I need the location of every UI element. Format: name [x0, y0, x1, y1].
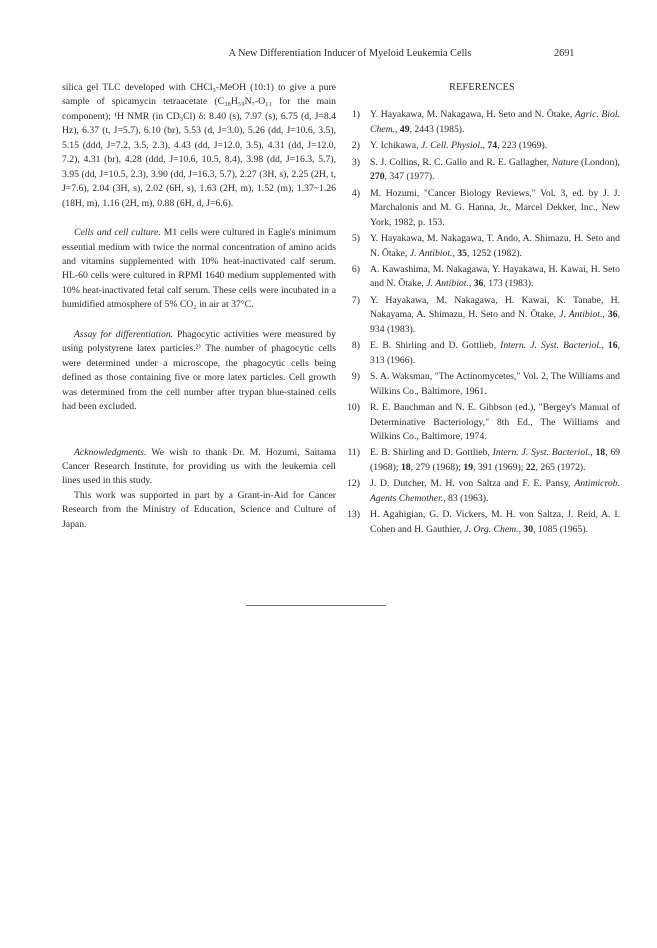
reference-item: [344, 108, 620, 137]
reference-volume: 19: [463, 461, 474, 473]
reference-number: 4): [351, 187, 360, 199]
cells-paragraph: [62, 226, 336, 313]
cells-heading: Cells and cell culture.: [74, 227, 161, 239]
left-column: [62, 81, 336, 532]
reference-volume: 270: [370, 171, 385, 183]
reference-pages: , 1085 (1965).: [533, 523, 588, 535]
reference-text: [370, 370, 620, 399]
acknowledgments-text: We wish to thank Dr. M. Hozumi, Saitama Cancer Research Institute, for providing us with the leukemia cell lines used in this study.: [62, 446, 336, 487]
assay-paragraph: [62, 328, 336, 415]
reference-pages: , 347 (1977).: [384, 171, 435, 183]
reference-item: [344, 477, 620, 506]
reference-volume: 22: [525, 461, 536, 473]
reference-text: [370, 401, 620, 444]
reference-item: [344, 232, 620, 261]
reference-number: 8): [351, 340, 360, 352]
reference-volume: 16: [607, 340, 618, 352]
nmr-paragraph: silica gel TLC developed with CHCl₃-MeOH (10:1) to give a pure sample of spicamycin tetraacetate (C₃₈H₅₉N₇-O₁₁ for the main component); ¹H NMR (in CD₃Cl) δ: 8.40 (s), 7.97 (s), 6.75 (d, J=8.4 Hz), 6.37 (t, J=5.7), 6.10 (br), 5.53 (d, J=3.0), 5.26 (dd, J=10.6, 3.5), 5.15 (ddd, J=7.2, 3.5, 2.3), 4.43 (dd, J=12.0, 3.5), 4.31 (dd, J=12.0, 7.2), 4.31 (br), 4.28 (ddd, J=10.6, 10.5, 8.4), 3.98 (dd, J=16.3, 5.7), 3.95 (dd, J=10.5, 2.3), 3.90 (dd, J=16.3, 5.7), 2.27 (3H, s), 2.25 (2H, t, J=7.6), 2.04 (3H, s), 2.02 (6H, s), 1.63 (2H, m), 1.52 (m), 1.37~1.26 (18H, m), 1.16 (2H, m), 0.88 (6H, d, J=6.6).: [62, 82, 336, 209]
support-paragraph: This work was supported in part by a Grant-in-Aid for Cancer Research from the Ministry of Education, Science and Culture of Japan.: [62, 489, 336, 530]
acknowledgments-heading: Acknowledgments.: [74, 446, 147, 458]
reference-authors: H. Agahigian, G. D. Vickers, M. H. von Saltza, J. Reid, A. I. Cohen and H. Gauthier,: [370, 509, 620, 535]
reference-journal: J. Antibiot.: [409, 247, 453, 259]
reference-journal: Nature: [551, 156, 579, 168]
reference-authors: M. Hozumi, "Cancer Biology Reviews," Vol. 3, ed. by J. J. Marchalonis and M. G. Hanna, Jr., Marcel Dekker, Inc., New York, 1982, p. 153.: [370, 187, 620, 228]
reference-volume: 36: [607, 309, 618, 321]
reference-pages: , 391 (1969);: [473, 461, 526, 473]
reference-separator: ,: [590, 447, 596, 459]
reference-item: [344, 401, 620, 444]
reference-pages: , 223 (1969).: [497, 140, 548, 152]
reference-pages: , 265 (1972).: [535, 461, 586, 473]
reference-journal: J. Org. Chem.: [464, 523, 519, 535]
reference-pages: , 313 (1966).: [370, 340, 620, 366]
reference-journal: J. Cell. Physiol.: [420, 140, 483, 152]
reference-pages: , 173 (1983).: [483, 278, 534, 290]
reference-number: 1): [351, 109, 360, 121]
reference-item: [344, 339, 620, 368]
acknowledgments-paragraph: [62, 446, 336, 489]
reference-journal: Antimicrob. Agents Chemother.: [370, 478, 620, 504]
reference-authors: E. B. Shirling and D. Gottlieb,: [370, 447, 493, 459]
reference-number: 3): [351, 156, 360, 168]
reference-number: 5): [351, 233, 360, 245]
reference-text: [370, 156, 620, 185]
assay-text: Phagocytic activities were measured by using polystyrene latex particles.²⁾ The number of phagocytic cells were determined under a microscope, the phagocytic cells being defined as those containing five or more latex particles. Cell growth was determined from the cell number after trypan blue-stained cells had been excluded.: [62, 328, 336, 413]
reference-separator: (London),: [578, 156, 620, 168]
reference-item: [344, 187, 620, 230]
reference-volume: 18: [595, 447, 606, 459]
reference-separator: ,: [468, 278, 474, 290]
reference-separator: , 83 (1963).: [443, 492, 489, 504]
reference-text: [370, 187, 620, 230]
reference-pages: , 934 (1983).: [370, 309, 620, 335]
reference-separator: ,: [601, 340, 608, 352]
reference-journal: J. Antibiot.: [559, 309, 603, 321]
reference-separator: ,: [395, 123, 400, 135]
reference-text: [370, 232, 620, 261]
reference-number: 11): [347, 447, 360, 459]
reference-text: [370, 294, 620, 337]
reference-pages: , 2443 (1985).: [409, 123, 465, 135]
reference-text: [370, 263, 620, 292]
reference-number: 2): [351, 140, 360, 152]
reference-authors: Y. Hayakawa, M. Nakagawa, H. Seto and N. Ōtake,: [370, 109, 575, 121]
cells-text: M1 cells were cultured in Eagle's minimum essential medium with twice the normal concentration of amino acids and vitamins supplemented with 10% heat-inactivated calf serum. HL-60 cells were cultured in RPMI 1640 medium supplemented with 10% heat-inactivated fetal calf serum. These cells were incubated in a humidified atmosphere of 5% CO₂ in air at 37°C.: [62, 227, 336, 311]
assay-heading: Assay for differentiation.: [74, 328, 174, 340]
reference-number: 7): [351, 294, 360, 306]
reference-separator: ,: [518, 523, 524, 535]
reference-item: [344, 139, 620, 153]
reference-list: [344, 108, 620, 537]
page-number: 2691: [554, 48, 575, 59]
reference-separator: ,: [452, 247, 458, 259]
reference-authors: R. E. Bauchman and N. E. Gibbson (ed.), "Bergey's Manual of Determinative Bacteriology," 8th Ed., The Williams and Wilkins Co., Baltimore, 1974.: [370, 402, 620, 442]
reference-text: [370, 446, 620, 475]
reference-text: [370, 139, 620, 153]
reference-number: 6): [351, 263, 360, 275]
reference-number: 12): [347, 478, 360, 490]
running-header-title: A New Differentiation Inducer of Myeloid Leukemia Cells: [228, 48, 472, 59]
reference-authors: S. J. Collins, R. C. Gallo and R. E. Gallagher,: [370, 156, 552, 168]
reference-item: [344, 294, 620, 337]
reference-authors: S. A. Waksman, "The Actinomycetes," Vol. 2, The Williams and Wilkins Co., Baltimore, 1961.: [370, 371, 620, 397]
reference-journal: Agric. Biol. Chem.: [370, 109, 620, 135]
reference-authors: J. D. Dutcher, M. H. von Saltza and F. E. Pansy,: [370, 478, 575, 490]
reference-volume: 30: [523, 523, 534, 535]
reference-item: [344, 156, 620, 185]
reference-volume: 74: [487, 140, 498, 152]
reference-authors: Y. Hayakawa, M. Nakagawa, H. Kawai, K. Tanabe, H. Nakayama, A. Shimazu, H. Seto and N. Ōtake,: [370, 294, 620, 321]
reference-item: [344, 370, 620, 399]
reference-item: [344, 508, 620, 537]
reference-journal: Intern. J. Syst. Bacteriol.: [492, 447, 591, 459]
reference-journal: J. Antibiot.: [426, 278, 469, 290]
reference-text: [370, 108, 620, 137]
reference-separator: ,: [602, 309, 608, 321]
reference-item: [344, 263, 620, 292]
reference-separator: ,: [482, 140, 488, 152]
reference-text: [370, 477, 620, 506]
end-rule-divider: [246, 605, 386, 606]
reference-number: 9): [351, 371, 360, 383]
reference-volume: 49: [399, 123, 410, 135]
references-column: [344, 81, 620, 539]
reference-volume: 36: [473, 278, 484, 290]
reference-pages: , 1252 (1982).: [466, 247, 522, 259]
reference-number: 10): [347, 402, 360, 414]
reference-journal: Intern. J. Syst. Bacteriol.: [500, 340, 602, 352]
reference-item: [344, 446, 620, 475]
reference-volume: 18: [400, 461, 411, 473]
references-heading: REFERENCES: [449, 82, 515, 93]
reference-authors: Y. Hayakawa, M. Nakagawa, T. Ando, A. Shimazu, H. Seto and N. Ōtake,: [370, 233, 620, 259]
reference-volume: 35: [457, 247, 467, 259]
reference-authors: E. B. Shirling and D. Gottlieb,: [370, 340, 501, 352]
reference-pages: , 69 (1968);: [370, 447, 620, 473]
reference-text: [370, 339, 620, 368]
reference-text: [370, 508, 620, 537]
reference-authors: Y. Ichikawa,: [370, 140, 421, 152]
reference-number: 13): [347, 509, 360, 521]
reference-authors: A. Kawashima, M. Nakagawa, Y. Hayakawa, H. Kawai, H. Seto and N. Ōtake,: [370, 263, 620, 290]
reference-pages: , 279 (1968);: [410, 461, 464, 473]
